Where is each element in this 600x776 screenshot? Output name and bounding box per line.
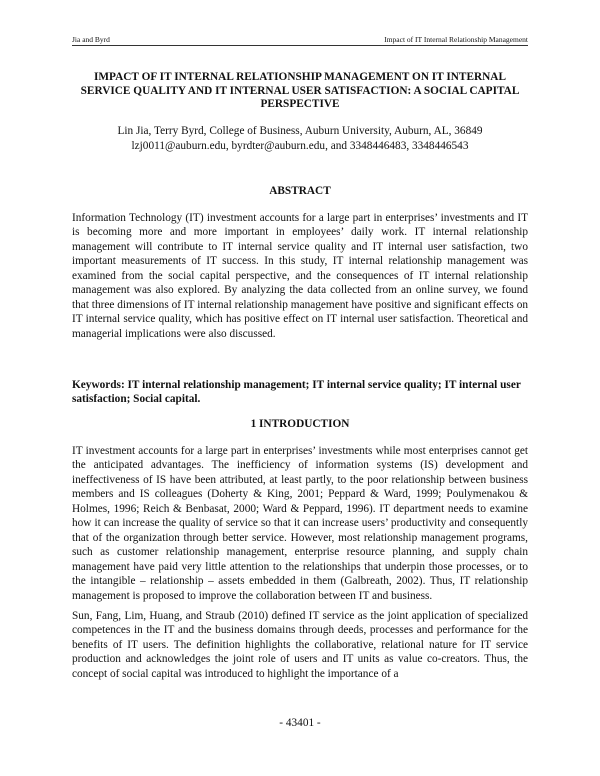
abstract-text: Information Technology (IT) investment accounts for a large part in enterprises’ investments and IT is becoming more and more important in employees’ daily work. IT internal relationship management will contribute to IT internal service quality and IT internal user satisfaction, two important measurements of IT success. In this study, IT internal relationship management was examined from the social capital perspective, and the consequences of IT internal relationship management was also explored. By analyzing the data collected from an online survey, we found that three dimensions of IT internal relationship management have positive and significant effects on IT internal service quality, which has positive effect on IT internal user satisfaction. Theoretical and managerial implications were also discussed. <box>72 212 528 340</box>
running-header-title: Impact of IT Internal Relationship Management <box>384 35 528 44</box>
paper-title: IMPACT OF IT INTERNAL RELATIONSHIP MANAGEMENT ON IT INTERNAL SERVICE QUALITY AND IT INTERNAL USER SATISFACTION: A SOCIAL CAPITAL PERSPECTIVE <box>80 71 520 110</box>
author-contacts: lzj0011@auburn.edu, byrdter@auburn.edu, and 3348446483, 3348446543 <box>131 140 469 152</box>
introduction-paragraph-1: IT investment accounts for a large part in enterprises’ investments while most enterprises cannot get the anticipated advantages. The inefficiency of information systems (IS) development and ineffectiveness of IS have been attributed, at least partly, to the poor relationship between business members and IS colleagues (Doherty & King, 2001; Peppard & Ward, 1999; Poulymenakou & Holmes, 1996; Reich & Benbasat, 2000; Ward & Peppard, 1996). IT department needs to examine how it can increase the quality of service so that it can increase users’ productivity and consequently that of the organization through better service. However, most relationship management programs, such as customer relationship management, enterprise resource planning, and supply chain management have paid very little attention to the relationships that underpin those processes, or to the intangible – relationship – assets embedded in them (Galbreath, 2002). Thus, IT relationship management is proposed to improve the collaboration between IT and business. <box>72 445 528 602</box>
header-divider <box>72 45 528 46</box>
page-number: - 43401 - <box>279 717 321 729</box>
introduction-paragraph-2: Sun, Fang, Lim, Huang, and Straub (2010) defined IT service as the joint application of specialized competences in the IT and the business domains through deeds, processes and performance for the benefits of IT users. The definition highlights the collaborative, relational nature for IT service production and acknowledges the joint role of users and IT units as value co-creators. Thus, the concept of social capital was introduced to highlight the importance of a <box>72 610 528 680</box>
author-affiliation: Lin Jia, Terry Byrd, College of Business, Auburn University, Auburn, AL, 36849 <box>117 125 483 137</box>
author-block <box>72 124 528 154</box>
running-header-authors: Jia and Byrd <box>72 35 110 44</box>
introduction-heading: 1 INTRODUCTION <box>250 418 350 430</box>
keywords: Keywords: IT internal relationship management; IT internal service quality; IT internal user satisfaction; Social capital. <box>72 379 521 406</box>
abstract-heading: ABSTRACT <box>269 185 331 197</box>
